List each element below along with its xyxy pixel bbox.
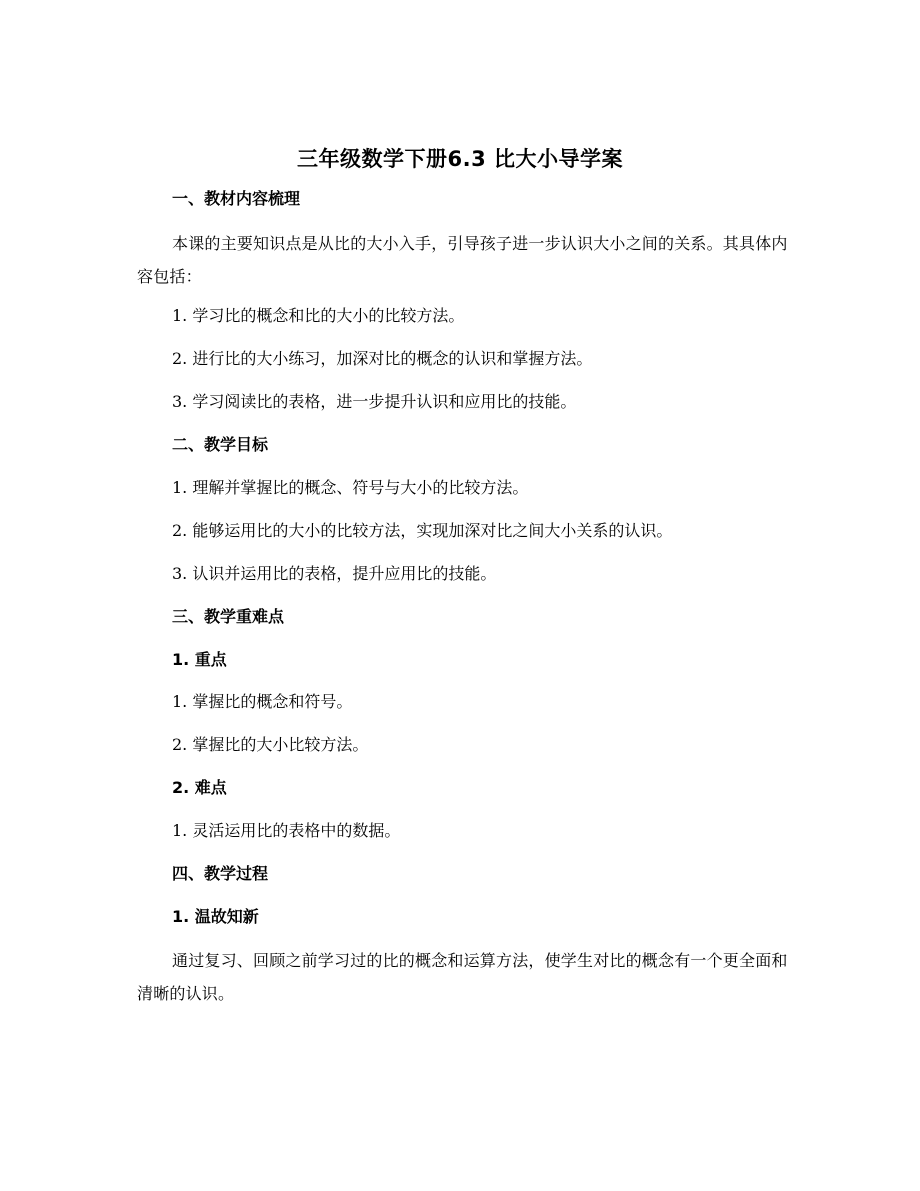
list-item: 1. 理解并掌握比的概念、符号与大小的比较方法。 [172,478,529,497]
list-item: 2. 进行比的大小练习，加深对比的概念的认识和掌握方法。 [172,349,593,368]
list-item: 2. 掌握比的大小比较方法。 [172,735,369,754]
list-item: 1. 灵活运用比的表格中的数据。 [172,821,401,840]
section-heading-key-points: 三、教学重难点 [172,607,285,626]
list-item: 1. 学习比的概念和比的大小的比较方法。 [172,306,465,325]
list-item: 2. 能够运用比的大小的比较方法，实现加深对比之间大小关系的认识。 [172,521,673,540]
subsection-heading-review: 1. 温故知新 [172,907,259,926]
section-heading-content: 一、教材内容梳理 [172,189,301,208]
section-heading-goals: 二、教学目标 [172,435,269,454]
list-item: 3. 认识并运用比的表格，提升应用比的技能。 [172,564,497,583]
document-title: 三年级数学下册6.3 比大小导学案 [296,147,623,171]
section-heading-process: 四、教学过程 [172,864,269,883]
subsection-heading-difficulty: 2. 难点 [172,778,227,797]
subsection-heading-focus: 1. 重点 [172,650,227,669]
review-paragraph: 通过复习、回顾之前学习过的比的概念和运算方法，使学生对比的概念有一个更全面和清晰的认识。 [137,951,788,1003]
section-intro-paragraph: 本课的主要知识点是从比的大小入手，引导孩子进一步认识大小之间的关系。其具体内容包括： [137,234,788,286]
list-item: 1. 掌握比的概念和符号。 [172,692,353,711]
list-item: 3. 学习阅读比的表格，进一步提升认识和应用比的技能。 [172,392,577,411]
